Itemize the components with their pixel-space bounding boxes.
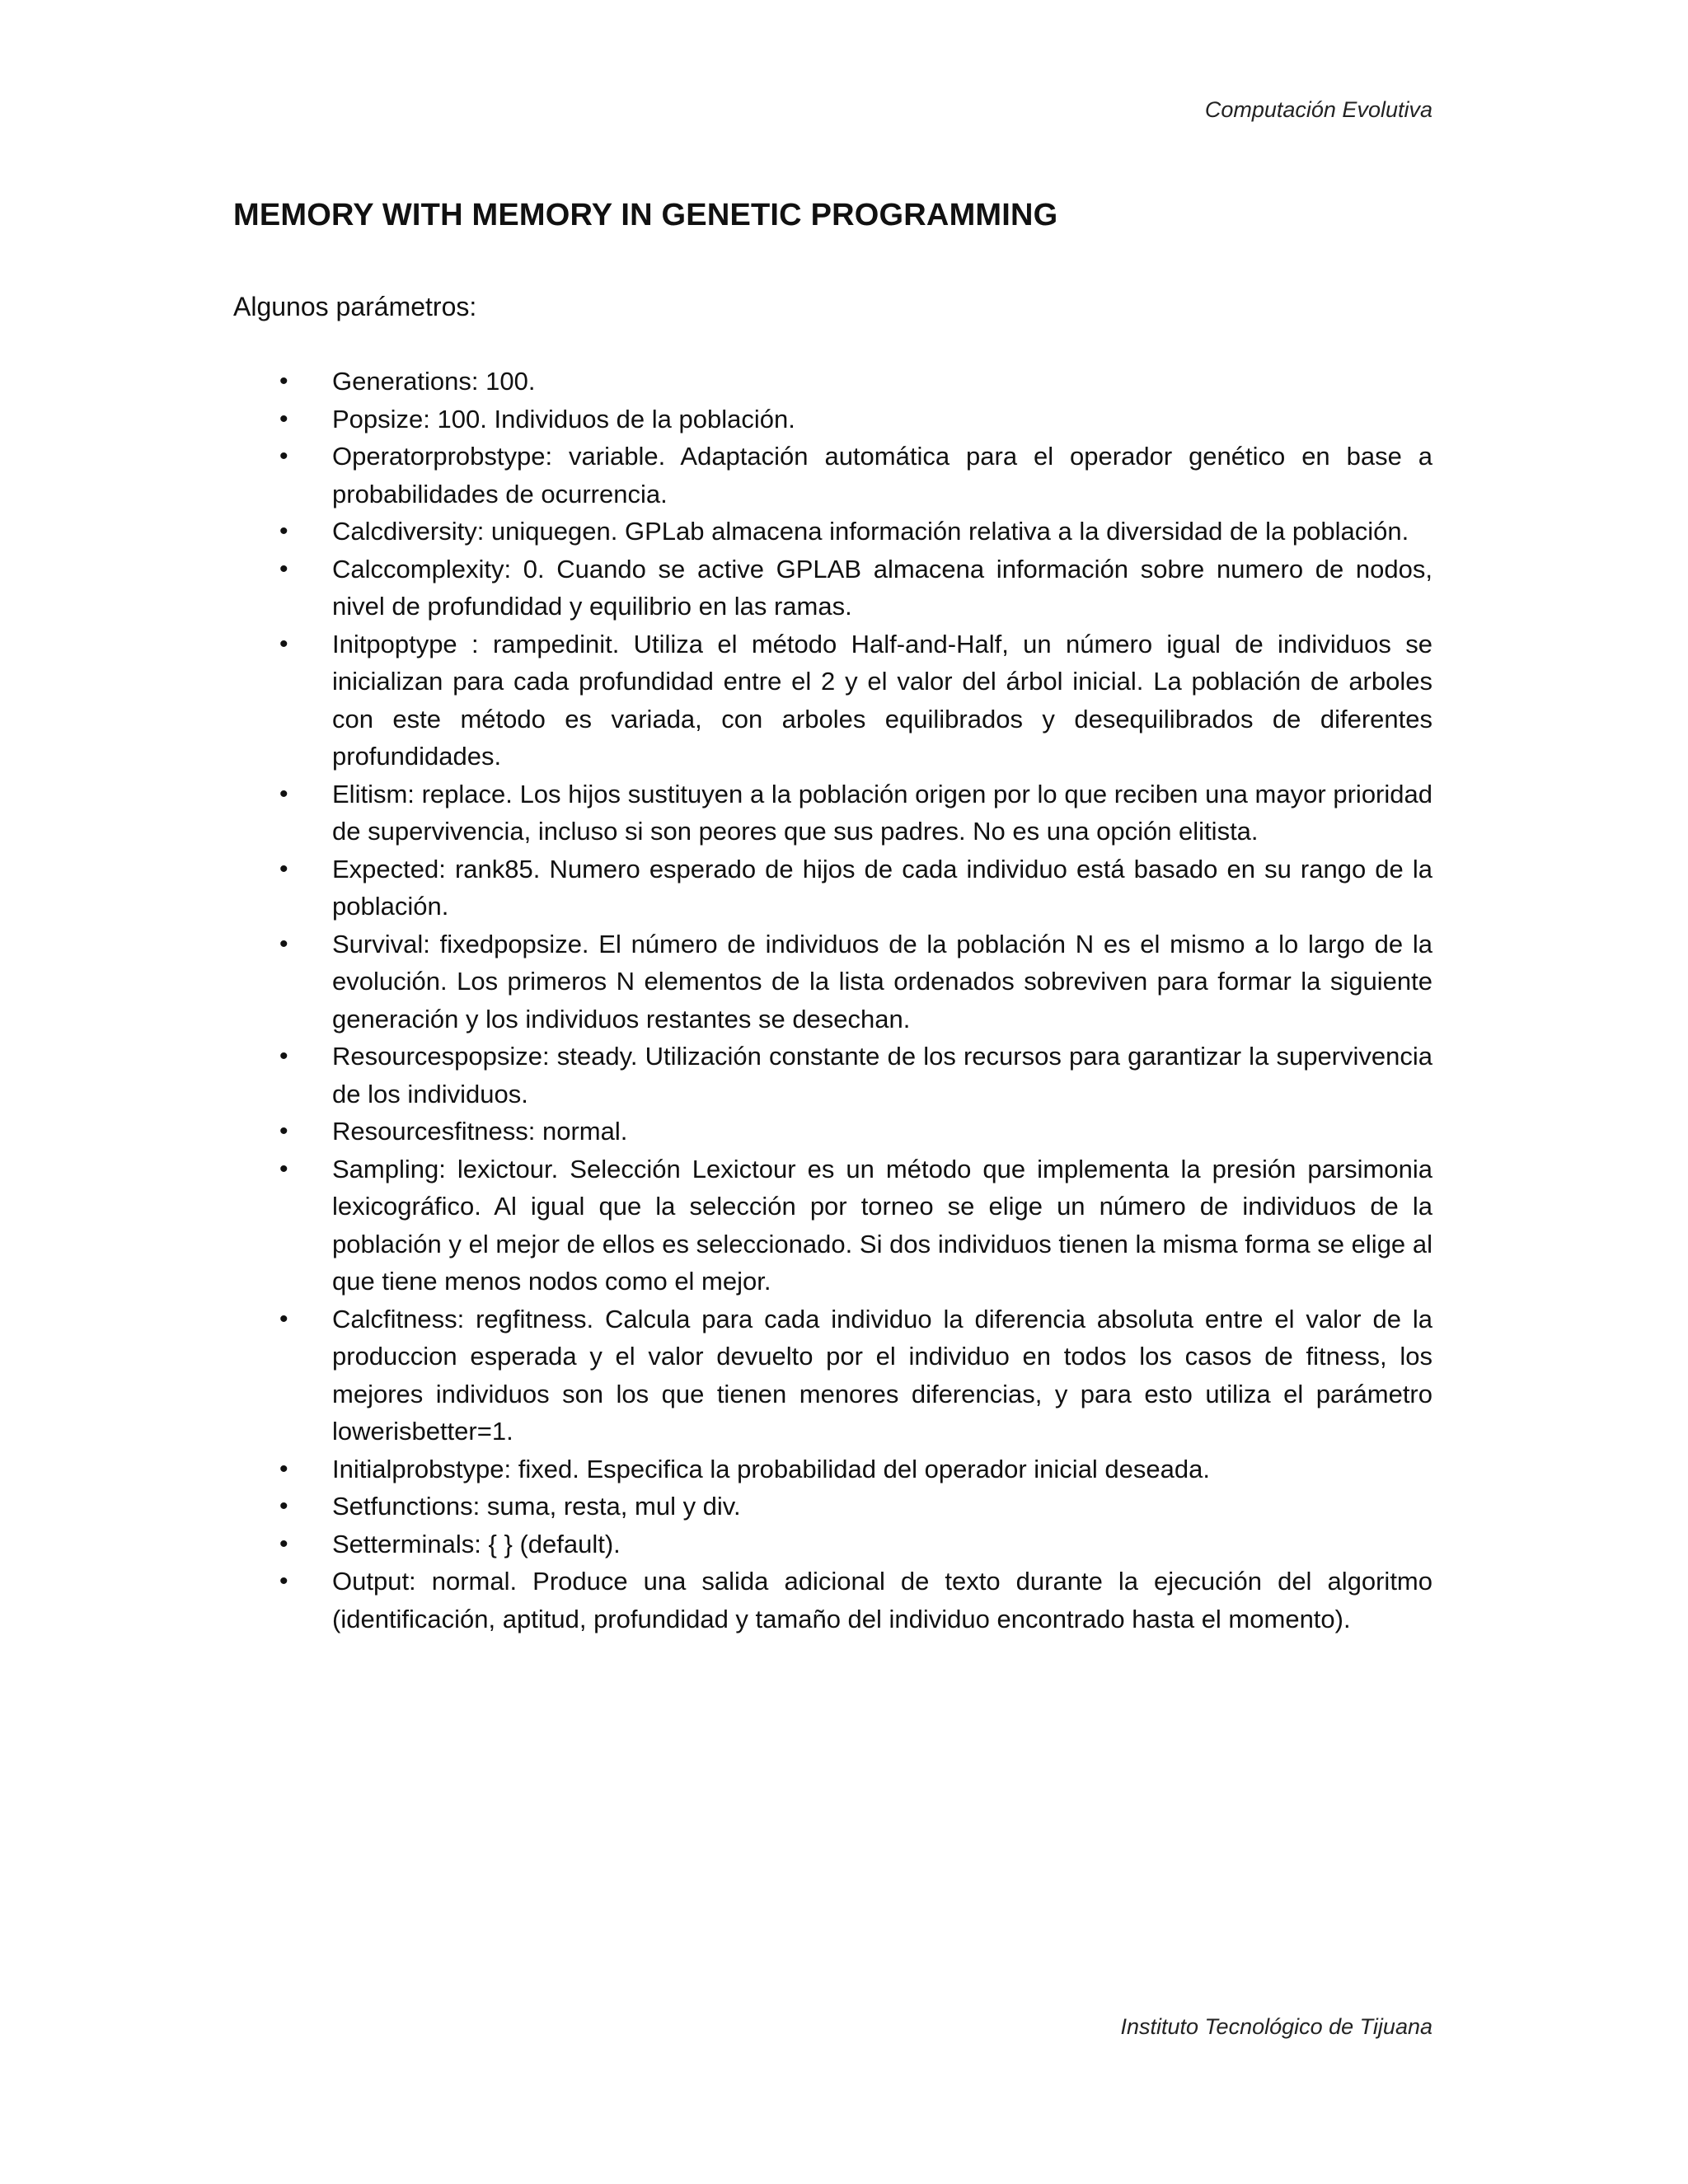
parameter-text: Initpoptype : rampedinit. Utiliza el método Half-and-Half, un número igual de individuos se inicializan para cada profundidad entre el 2 y el valor del árbol inicial. La población de arboles con este método es variada, con arboles equilibrados y desequilibrados de diferentes profundidades. xyxy=(332,629,1432,771)
parameter-item-generations xyxy=(233,363,1432,401)
parameter-item-initialprobstype xyxy=(233,1451,1432,1488)
bullet-icon: • xyxy=(279,555,288,583)
bullet-icon: • xyxy=(279,518,288,545)
parameter-item-popsize xyxy=(233,401,1432,438)
parameter-text: Expected: rank85. Numero esperado de hijos de cada individuo está basado en su rango de la población. xyxy=(332,854,1432,921)
parameter-item-expected xyxy=(233,851,1432,926)
bullet-icon: • xyxy=(279,405,288,433)
bullet-icon: • xyxy=(279,930,288,958)
bullet-icon: • xyxy=(279,1568,288,1595)
parameter-text: Setterminals: { } (default). xyxy=(332,1529,621,1558)
parameter-item-setterminals xyxy=(233,1526,1432,1563)
parameter-item-initpoptype xyxy=(233,626,1432,776)
bullet-icon: • xyxy=(279,1305,288,1333)
parameter-text: Resourcespopsize: steady. Utilización constante de los recursos para garantizar la supervivencia de los individuos. xyxy=(332,1042,1432,1108)
parameter-text: Calcdiversity: uniquegen. GPLab almacena información relativa a la diversidad de la población. xyxy=(332,517,1409,546)
parameter-text: Calcfitness: regfitness. Calcula para cada individuo la diferencia absoluta entre el valor de la produccion esperada y el valor devuelto por el individuo en todos los casos de fitness, los mejores individuos son los que tienen menores diferencias, y para esto utiliza el parámetro lowerisbetter=1. xyxy=(332,1304,1432,1446)
parameter-item-setfunctions xyxy=(233,1488,1432,1526)
bullet-icon: • xyxy=(279,630,288,658)
parameter-item-sampling xyxy=(233,1151,1432,1301)
parameter-item-output xyxy=(233,1563,1432,1638)
parameter-text: Resourcesfitness: normal. xyxy=(332,1117,628,1146)
parameter-text: Operatorprobstype: variable. Adaptación automática para el operador genético en base a probabilidades de ocurrencia. xyxy=(332,442,1432,509)
parameter-item-calccomplexity xyxy=(233,551,1432,626)
parameter-text: Output: normal. Produce una salida adicional de texto durante la ejecución del algoritmo (identificación, aptitud, profundidad y tamaño del individuo encontrado hasta el momento). xyxy=(332,1567,1432,1633)
parameter-item-calcfitness xyxy=(233,1301,1432,1451)
bullet-icon: • xyxy=(279,1530,288,1558)
bullet-icon: • xyxy=(279,855,288,883)
parameter-item-operatorprobstype xyxy=(233,438,1432,513)
parameter-item-resourcesfitness xyxy=(233,1113,1432,1151)
bullet-icon: • xyxy=(279,1455,288,1483)
page-header: Computación Evolutiva xyxy=(1204,97,1432,122)
parameter-text: Initialprobstype: fixed. Especifica la probabilidad del operador inicial deseada. xyxy=(332,1454,1210,1483)
bullet-icon: • xyxy=(279,443,288,470)
parameter-text: Setfunctions: suma, resta, mul y div. xyxy=(332,1492,741,1521)
parameter-list xyxy=(233,363,1432,1638)
page-footer: Instituto Tecnológico de Tijuana xyxy=(1120,2014,1432,2039)
bullet-icon: • xyxy=(279,780,288,808)
parameter-text: Survival: fixedpopsize. El número de individuos de la población N es el mismo a lo largo de la evolución. Los primeros N elementos de la lista ordenados sobreviven para formar la siguiente generación y los individuos restantes se desechan. xyxy=(332,929,1432,1033)
parameter-item-survival xyxy=(233,926,1432,1038)
parameter-text: Popsize: 100. Individuos de la población. xyxy=(332,404,795,434)
bullet-icon: • xyxy=(279,1043,288,1070)
parameter-text: Calccomplexity: 0. Cuando se active GPLAB almacena información sobre numero de nodos, nivel de profundidad y equilibrio en las ramas. xyxy=(332,554,1432,621)
parameter-text: Sampling: lexictour. Selección Lexictour es un método que implementa la presión parsimonia lexicográfico. Al igual que la selección por torneo se elige un número de individuos de la población y el mejor de ellos es seleccionado. Si dos individuos tienen la misma forma se elige al que tiene menos nodos como el mejor. xyxy=(332,1154,1432,1296)
parameter-item-resourcespopsize xyxy=(233,1038,1432,1113)
intro-text: Algunos parámetros: xyxy=(233,292,477,321)
parameter-text: Generations: 100. xyxy=(332,367,536,396)
bullet-icon: • xyxy=(279,1493,288,1520)
bullet-icon: • xyxy=(279,368,288,395)
parameter-text: Elitism: replace. Los hijos sustituyen a la población origen por lo que reciben una mayor prioridad de supervivencia, incluso si son peores que sus padres. No es una opción elitista. xyxy=(332,779,1432,846)
parameter-item-elitism xyxy=(233,776,1432,851)
bullet-icon: • xyxy=(279,1155,288,1183)
bullet-icon: • xyxy=(279,1118,288,1145)
document-title: MEMORY WITH MEMORY IN GENETIC PROGRAMMING xyxy=(233,198,1058,232)
parameter-item-calcdiversity xyxy=(233,513,1432,551)
